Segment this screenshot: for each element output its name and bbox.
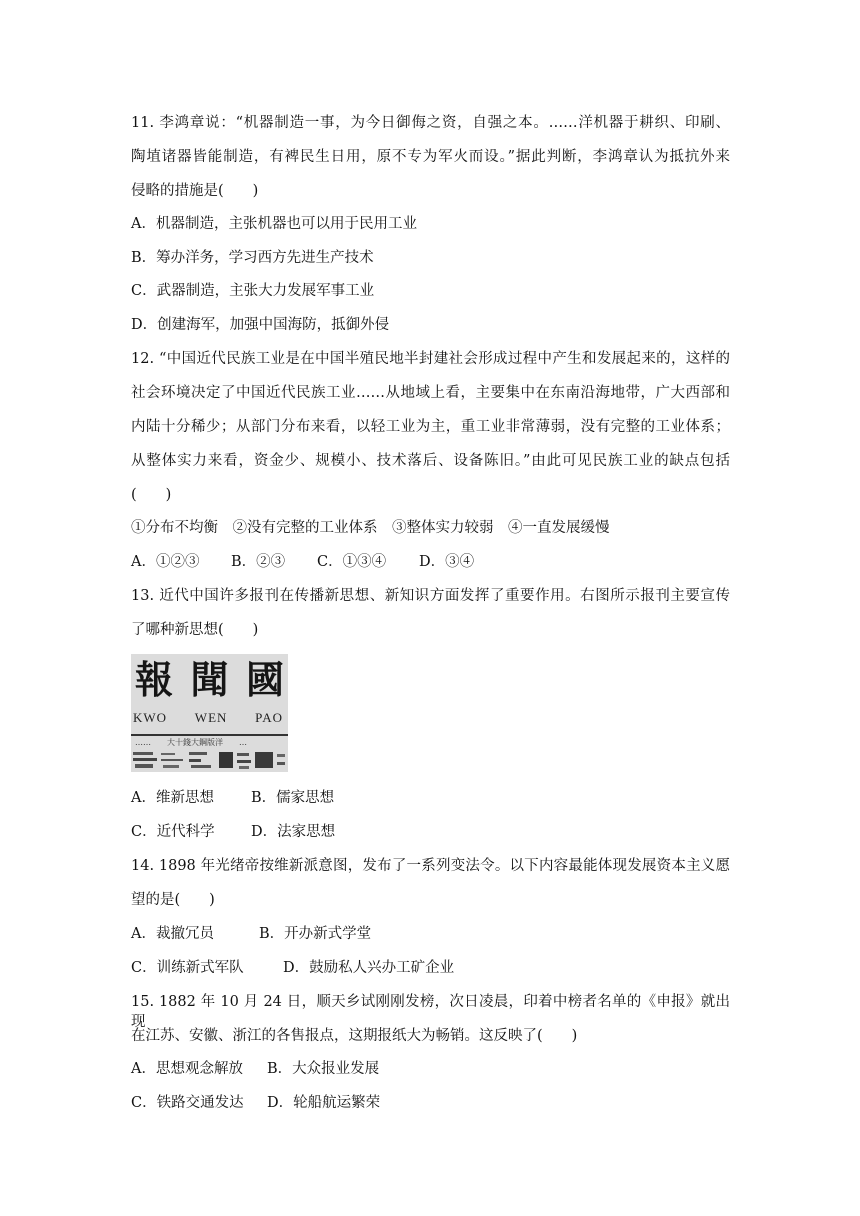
masthead-title [131,657,288,702]
q14-option-c[interactable]: C．训练新式军队 [131,960,244,976]
q13-option-d[interactable]: D．法家思想 [251,824,336,840]
masthead-char-3: 國 [245,657,284,702]
q15-option-c[interactable]: C．铁路交通发达 [131,1095,244,1111]
q14-option-a[interactable]: A．裁撤冗员 [131,926,214,942]
masthead-char-1: 報 [135,657,174,702]
q14-option-d[interactable]: D．鼓励私人兴办工矿企业 [283,960,455,976]
masthead-print-texture [131,750,288,772]
q12-option-c[interactable]: C．①③④ [317,554,387,570]
q11-line-3: 侵略的措施是( ) [131,183,259,199]
q13-line-2: 了哪种新思想( ) [131,622,259,638]
q11-option-a[interactable]: A．机器制造，主张机器也可以用于民用工业 [131,216,417,232]
q12-statements: ①分布不均衡 ②没有完整的工业体系 ③整体实力较弱 ④一直发展缓慢 [131,520,610,536]
q11-option-d[interactable]: D．创建海军，加强中国海防，抵御外侵 [131,317,390,333]
q11-option-b[interactable]: B．筹办洋务，学习西方先进生产技术 [131,250,374,266]
q13-option-b[interactable]: B．儒家思想 [251,790,335,806]
q13-option-a[interactable]: A．维新思想 [131,790,214,806]
masthead-roman-3: PAO [255,710,283,725]
q12-option-a[interactable]: A．①②③ [131,554,200,570]
q12-line-5: ( ) [131,487,172,503]
q12-option-b[interactable]: B．②③ [231,554,286,570]
q11-line-1: 11. 李鸿章说：“机器制造一事，为今日御侮之资，自强之本。……洋机器于耕织、印刷、 [131,115,730,131]
q12-line-3: 内陆十分稀少；从部门分布来看，以轻工业为主，重工业非常薄弱，没有完整的工业体系； [131,419,730,435]
q13-line-1: 13. 近代中国许多报刊在传播新思想、新知识方面发挥了重要作用。右图所示报刊主要宣传 [131,588,730,604]
q11-option-c[interactable]: C．武器制造，主张大力发展军事工业 [131,283,375,299]
masthead-rule [131,734,288,736]
q14-line-1: 14. 1898 年光绪帝按维新派意图，发布了一系列变法令。以下内容最能体现发展资本主义愿 [131,858,730,874]
masthead-subline: …… 大十錢大鋼版洋 … [135,738,247,747]
masthead-char-2: 聞 [190,657,229,702]
q15-option-d[interactable]: D．轮船航运繁荣 [267,1095,381,1111]
q12-line-2: 社会环境决定了中国近代民族工业……从地域上看，主要集中在东南沿海地带，广大西部和 [131,385,730,401]
q12-line-4: 从整体实力来看，资金少、规模小、技术落后、设备陈旧。”由此可见民族工业的缺点包括 [131,453,730,469]
q15-option-b[interactable]: B．大众报业发展 [267,1061,380,1077]
masthead-roman-1: KWO [133,710,168,725]
newspaper-masthead-image [131,654,288,772]
q12-line-1: 12. “中国近代民族工业是在中国半殖民地半封建社会形成过程中产生和发展起来的，这样的 [131,351,730,367]
masthead-romanization [133,710,283,726]
masthead-roman-2: WEN [194,710,228,725]
q15-line-1: 15. 1882 年 10 月 24 日，顺天乡试刚刚发榜，次日凌晨，印着中榜者名单的《申报》就出现 [131,994,730,1030]
q14-line-2: 望的是( ) [131,892,215,908]
q14-option-b[interactable]: B．开办新式学堂 [259,926,372,942]
q15-line-2: 在江苏、安徽、浙江的各售报点，这期报纸大为畅销。这反映了( ) [131,1028,578,1044]
q12-option-d[interactable]: D．③④ [419,554,475,570]
q15-option-a[interactable]: A．思想观念解放 [131,1061,243,1077]
q13-option-c[interactable]: C．近代科学 [131,824,215,840]
q11-line-2: 陶埴诸器皆能制造，有裨民生日用，原不专为军火而设。”据此判断，李鸿章认为抵抗外来 [131,149,730,165]
